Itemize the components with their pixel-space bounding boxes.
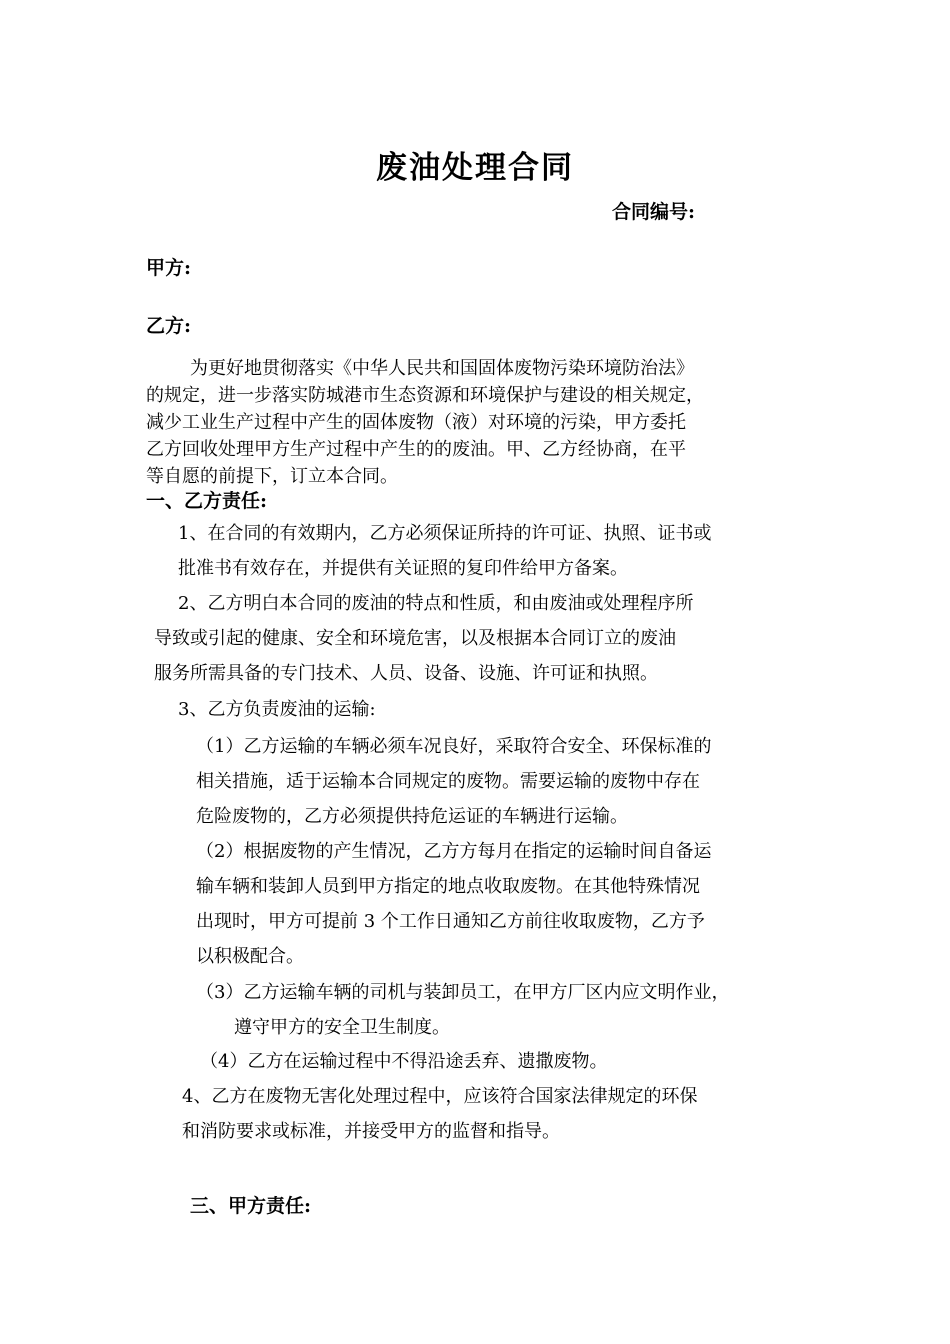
contract-number-label: 合同编号:: [612, 201, 696, 223]
clause-line: 相关措施，适于运输本合同规定的废物。需要运输的废物中存在: [196, 771, 700, 792]
clause-line: 批准书有效存在，并提供有关证照的复印件给甲方备案。: [178, 558, 628, 579]
clause-line: （2）根据废物的产生情况，乙方方每月在指定的运输时间自备运: [196, 841, 712, 862]
intro-line: 为更好地贯彻落实《中华人民共和国固体废物污染环境防治法》: [190, 358, 694, 379]
clause-3-label: [178, 692, 376, 727]
clause-line: （3）乙方运输车辆的司机与装卸员工，在甲方厂区内应文明作业，: [196, 982, 730, 1003]
party-b-label: 乙方:: [146, 315, 192, 337]
intro-line: 乙方回收处理甲方生产过程中产生的的废油。甲、乙方经协商，在平: [146, 439, 686, 460]
clause-2: [154, 586, 693, 691]
clause-line: （4）乙方在运输过程中不得沿途丢弃、遗撒废物。: [200, 1051, 608, 1072]
intro-line: 等自愿的前提下，订立本合同。: [146, 466, 398, 487]
document-title: 废油处理合同: [376, 150, 574, 186]
intro-paragraph: [146, 355, 816, 490]
clause-line: 服务所需具备的专门技术、人员、设备、设施、许可证和执照。: [154, 663, 658, 684]
sub-clause-2: [196, 834, 711, 974]
sub-clause-4: [200, 1044, 607, 1079]
clause-line: 出现时，甲方可提前 3 个工作日通知乙方前往收取废物，乙方予: [196, 911, 705, 932]
clause-line: 导致或引起的健康、安全和环境危害，以及根据本合同订立的废油: [154, 628, 676, 649]
clause-line: 和消防要求或标准，并接受甲方的监督和指导。: [182, 1121, 560, 1142]
clause-line: （1）乙方运输的车辆必须车况良好，采取符合安全、环保标准的: [196, 736, 712, 757]
clause-line: 2、乙方明白本合同的废油的特点和性质，和由废油或处理程序所: [178, 593, 694, 614]
clause-line: 1、在合同的有效期内，乙方必须保证所持的许可证、执照、证书或: [178, 523, 712, 544]
party-a-label: 甲方:: [146, 257, 192, 279]
clause-line: 危险废物的，乙方必须提供持危运证的车辆进行运输。: [196, 806, 628, 827]
sub-clause-1: [196, 729, 711, 834]
clause-line: 以积极配合。: [196, 946, 304, 967]
intro-line: 减少工业生产过程中产生的固体废物（液）对环境的污染，甲方委托: [146, 412, 686, 433]
section-1-heading: 一、乙方责任:: [146, 490, 268, 512]
clause-line: 4、乙方在废物无害化处理过程中，应该符合国家法律规定的环保: [182, 1086, 698, 1107]
sub-clause-3: [196, 975, 729, 1045]
section-3-heading: 三、甲方责任:: [190, 1195, 312, 1217]
clause-4: [182, 1079, 697, 1149]
clause-line: 输车辆和装卸人员到甲方指定的地点收取废物。在其他特殊情况: [196, 876, 700, 897]
clause-line: 遵守甲方的安全卫生制度。: [234, 1017, 450, 1038]
clause-1: [178, 516, 711, 586]
clause-line: 3、乙方负责废油的运输:: [178, 699, 376, 720]
intro-line: 的规定，进一步落实防城港市生态资源和环境保护与建设的相关规定，: [146, 385, 704, 406]
